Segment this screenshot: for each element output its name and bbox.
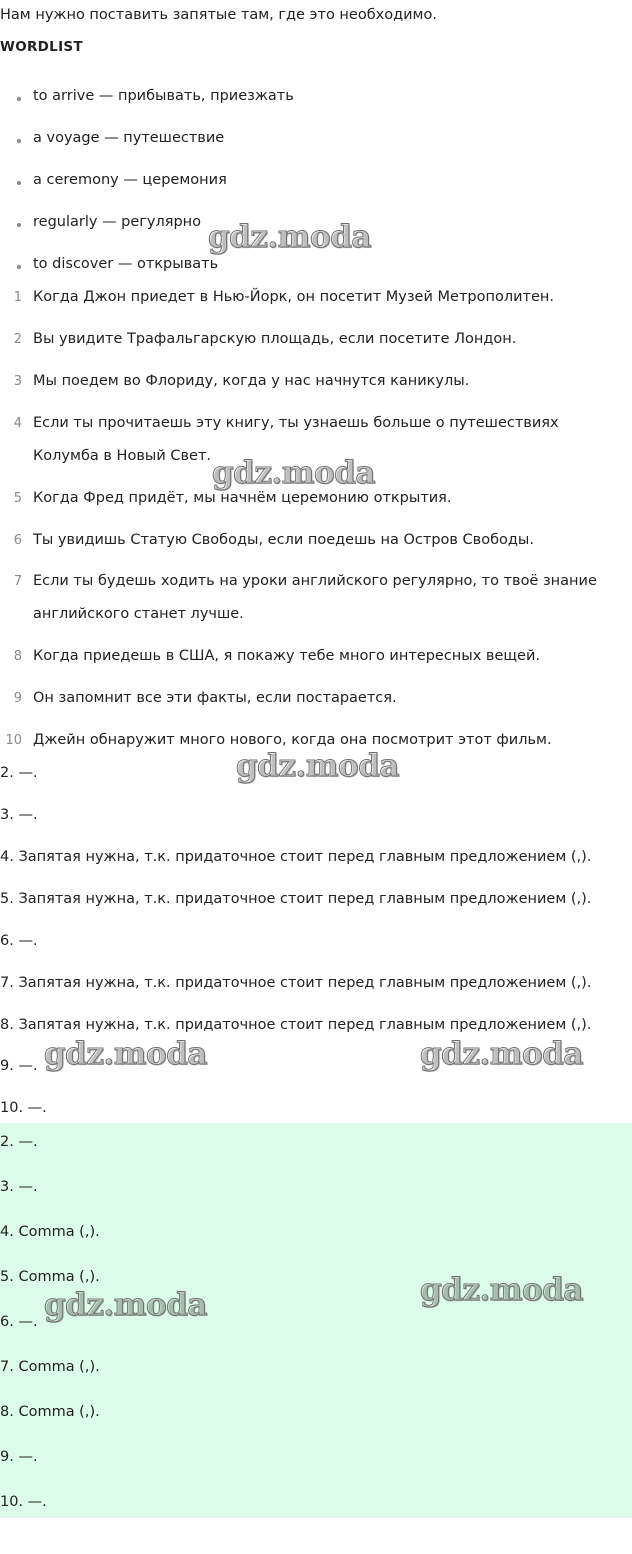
item-number: 10: [5, 733, 22, 748]
watermark: gdz.moda: [420, 1272, 583, 1308]
item-number: 8: [13, 649, 22, 664]
bullet-icon: [17, 181, 21, 185]
item-text: Если ты будешь ходить на уроки английского регулярно, то твоё знание: [33, 573, 597, 589]
answer-line: 8. Comma (,).: [0, 1404, 100, 1420]
answer-line: 5. Comma (,).: [0, 1269, 100, 1285]
answer-line: 9. —.: [0, 1058, 38, 1074]
watermark: gdz.moda: [236, 748, 399, 784]
item-number: 7: [13, 574, 22, 589]
item-text: Ты увидишь Статую Свободы, если поедешь на Остров Свободы.: [33, 532, 534, 548]
answer-line: 3. —.: [0, 807, 38, 823]
item-text: Он запомнит все эти факты, если постарается.: [33, 690, 397, 706]
item-number: 9: [13, 691, 22, 706]
item-text-continued: английского станет лучше.: [33, 606, 244, 622]
item-text: Вы увидите Трафальгарскую площадь, если посетите Лондон.: [33, 331, 517, 347]
answer-line: 7. Запятая нужна, т.к. придаточное стоит перед главным предложением (,).: [0, 975, 592, 991]
watermark: gdz.moda: [208, 219, 371, 255]
watermark: gdz.moda: [420, 1036, 583, 1072]
answer-line: 4. Запятая нужна, т.к. придаточное стоит перед главным предложением (,).: [0, 849, 592, 865]
bullet-icon: [17, 97, 21, 101]
answer-line: 10. —.: [0, 1494, 47, 1510]
answer-line: 9. —.: [0, 1449, 38, 1465]
wordlist-item-text: a voyage — путешествие: [33, 130, 225, 146]
bullet-icon: [17, 223, 21, 227]
item-text: Джейн обнаружит много нового, когда она посмотрит этот фильм.: [33, 732, 552, 748]
item-number: 1: [13, 290, 22, 305]
answer-line: 10. —.: [0, 1100, 47, 1116]
item-text: Когда Джон приедет в Нью-Йорк, он посетит Музей Метрополитен.: [33, 289, 554, 305]
wordlist-item-text: to discover — открывать: [33, 256, 219, 272]
answer-line: 3. —.: [0, 1179, 38, 1195]
watermark: gdz.moda: [212, 455, 375, 491]
item-number: 6: [13, 533, 22, 548]
wordlist-item-text: to arrive — прибывать, приезжать: [33, 88, 294, 104]
wordlist-item-text: regularly — регулярно: [33, 214, 202, 230]
answer-line: 8. Запятая нужна, т.к. придаточное стоит перед главным предложением (,).: [0, 1017, 592, 1033]
answer-line: 4. Comma (,).: [0, 1224, 100, 1240]
item-number: 5: [13, 491, 22, 506]
watermark: gdz.moda: [44, 1287, 207, 1323]
answer-line: 7. Comma (,).: [0, 1359, 100, 1375]
item-text: Если ты прочитаешь эту книгу, ты узнаешь больше о путешествиях: [33, 415, 559, 431]
answer-line: 6. —.: [0, 933, 38, 949]
answer-line: 2. —.: [0, 1134, 38, 1150]
item-text: Мы поедем во Флориду, когда у нас начнутся каникулы.: [33, 373, 470, 389]
item-number: 4: [13, 416, 22, 431]
wordlist-item-text: a ceremony — церемония: [33, 172, 227, 188]
answer-line: 2. —.: [0, 765, 38, 781]
item-number: 2: [13, 332, 22, 347]
intro-text: Нам нужно поставить запятые там, где это необходимо.: [0, 7, 437, 23]
item-text: Когда Фред придёт, мы начнём церемонию открытия.: [33, 490, 452, 506]
bullet-icon: [17, 139, 21, 143]
bullet-icon: [17, 265, 21, 269]
item-text-continued: Колумба в Новый Свет.: [33, 448, 211, 464]
answer-line: 5. Запятая нужна, т.к. придаточное стоит перед главным предложением (,).: [0, 891, 592, 907]
answer-line: 6. —.: [0, 1314, 38, 1330]
item-text: Когда приедешь в США, я покажу тебе много интересных вещей.: [33, 648, 540, 664]
watermark: gdz.moda: [44, 1036, 207, 1072]
wordlist-title: WORDLIST: [0, 39, 83, 55]
item-number: 3: [13, 374, 22, 389]
